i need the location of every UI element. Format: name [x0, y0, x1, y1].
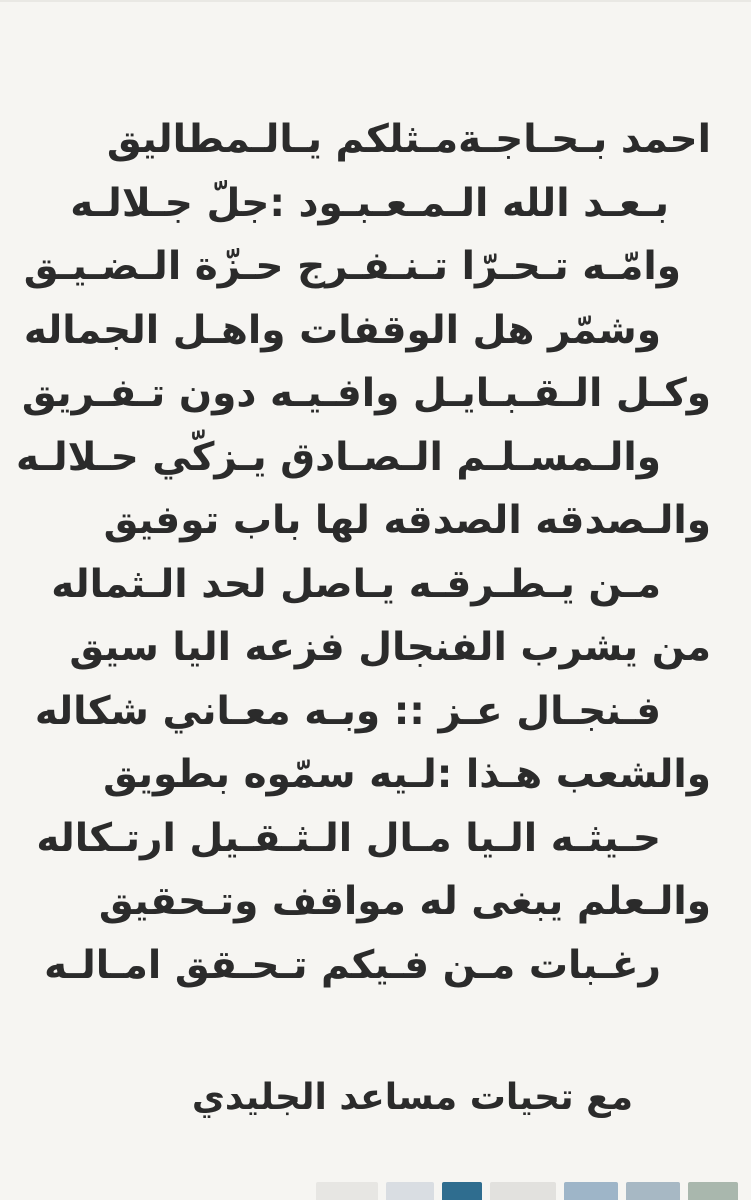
- poem-line: رغـبات مـن فـيكم تـحـقق امـالـه: [44, 942, 661, 988]
- thumbnail-image[interactable]: [316, 1182, 378, 1200]
- poem-body: [16, 108, 711, 997]
- signature: مع تحيات مساعد الجليدي: [191, 1077, 633, 1118]
- poem-line: والشعب هـذا :لـيه سمّوه بطويق: [103, 752, 711, 797]
- poem-line: والـصدقه الصدقه لها باب توفيق: [103, 498, 711, 543]
- thumbnail-strip: [0, 1180, 751, 1200]
- poem-line: وشمّر هل الوقفات واهـل الجماله: [23, 307, 661, 353]
- poem-line: فـنجـال عـز :: وبـه معـاني شكاله: [34, 688, 661, 734]
- poem-line: وكـل الـقـبـايـل وافـيـه دون تـفـريق: [21, 371, 711, 416]
- thumbnail-image[interactable]: [442, 1182, 482, 1200]
- poem-line: مـن يـطـرقـه يـاصل لحد الـثماله: [51, 561, 661, 607]
- poem-line: والـعلم يبغى له مواقف وتـحقيق: [98, 879, 711, 924]
- thumbnail-image[interactable]: [688, 1182, 738, 1200]
- poem-line: وامّـه تـحـرّا تـنـفـرج حـزّة الـضـيـق: [23, 244, 681, 289]
- thumbnail-image[interactable]: [564, 1182, 618, 1200]
- poem-line: من يشرب الفنجال فزعه اليا سيق: [69, 625, 711, 670]
- thumbnail-image[interactable]: [490, 1182, 556, 1200]
- poem-line: حـيثـه الـيا مـال الـثـقـيل ارتـكاله: [36, 815, 661, 861]
- poem-line: احمد بـحـاجـةمـثلكم يـالـمطاليق: [106, 117, 711, 162]
- thumbnail-image[interactable]: [626, 1182, 680, 1200]
- poem-line: والـمسـلـم الـصـادق يـزكّي حـلالـه: [16, 434, 661, 480]
- thumbnail-image[interactable]: [386, 1182, 434, 1200]
- top-border: [0, 0, 751, 2]
- poem-line: بـعـد الله الـمـعـبـود :جلّ جـلالـه: [70, 180, 669, 226]
